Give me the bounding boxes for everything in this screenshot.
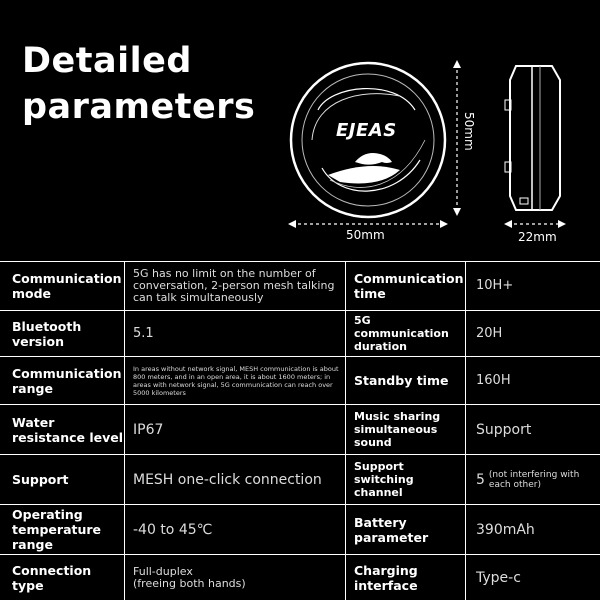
arrow-right-icon <box>558 220 566 228</box>
table-row <box>0 311 600 357</box>
param-label: Communication time <box>354 271 464 301</box>
table-row <box>0 505 600 555</box>
arrow-down-icon <box>453 208 461 216</box>
param-label: Standby time <box>354 373 449 388</box>
param-label: Charging interface <box>354 563 418 593</box>
table-row <box>0 555 600 600</box>
param-value: IP67 <box>133 421 164 438</box>
param-label: Communication range <box>12 365 122 396</box>
swirl-line <box>318 89 415 110</box>
page-title-line-1: Detailed <box>22 41 192 81</box>
height-label: 50mm <box>462 112 476 151</box>
param-value: 5G has no limit on the number of conversation, 2-person mesh talking can talk simultaneously <box>133 267 335 304</box>
param-label: Battery parameter <box>354 514 429 545</box>
param-label: Support switching channel <box>354 460 414 499</box>
page-title-line-2: parameters <box>22 87 256 127</box>
param-value: Support <box>476 421 532 438</box>
param-value: 160H <box>476 372 511 388</box>
param-value-line-2: (freeing both hands) <box>133 577 246 590</box>
param-value: MESH one-click connection <box>133 471 322 488</box>
arrow-up-icon <box>453 60 461 68</box>
arrow-left-icon <box>288 220 296 228</box>
table-row <box>0 262 600 311</box>
brand-logo: EJEAS <box>336 120 397 141</box>
cheetah-icon <box>355 153 392 165</box>
param-value: Full-duplex <box>133 565 193 578</box>
param-value: 5.1 <box>133 325 154 341</box>
table-row <box>0 357 600 405</box>
param-value: -40 to 45℃ <box>133 521 213 538</box>
arrow-right-icon <box>440 220 448 228</box>
param-label: Music sharing simultaneous sound <box>354 410 441 449</box>
usb-port <box>520 198 528 204</box>
param-label: Operating temperature range <box>12 507 102 552</box>
diameter-label: 50mm <box>346 228 385 242</box>
arrow-left-icon <box>504 220 512 228</box>
table-row <box>0 455 600 505</box>
param-label: Water resistance level <box>12 414 124 445</box>
cheetah-base <box>328 166 400 184</box>
param-label: Bluetooth version <box>12 318 82 349</box>
product-drawing <box>0 0 600 255</box>
param-value: Type-c <box>476 570 521 586</box>
param-value: 20H <box>476 325 503 341</box>
device-side-view <box>510 66 560 210</box>
param-value: 5 <box>476 471 485 488</box>
product-illustration <box>0 0 600 255</box>
param-label: 5G communication duration <box>354 314 449 353</box>
param-value: 390mAh <box>476 521 535 538</box>
param-label: Communication mode <box>12 271 122 301</box>
param-value-note: (not interfering with each other) <box>488 469 580 490</box>
param-value: 10H+ <box>476 278 514 293</box>
param-label: Support <box>12 472 69 487</box>
depth-label: 22mm <box>518 230 557 244</box>
param-label: Connection type <box>12 563 92 593</box>
table-row <box>0 405 600 455</box>
parameter-table <box>0 261 600 600</box>
param-value: In areas without network signal, MESH communication is about 800 meters, and in an open area, it is about 1600 meters; in areas with network signal, 5G communication can reach over 5000 kilometers <box>133 364 339 397</box>
